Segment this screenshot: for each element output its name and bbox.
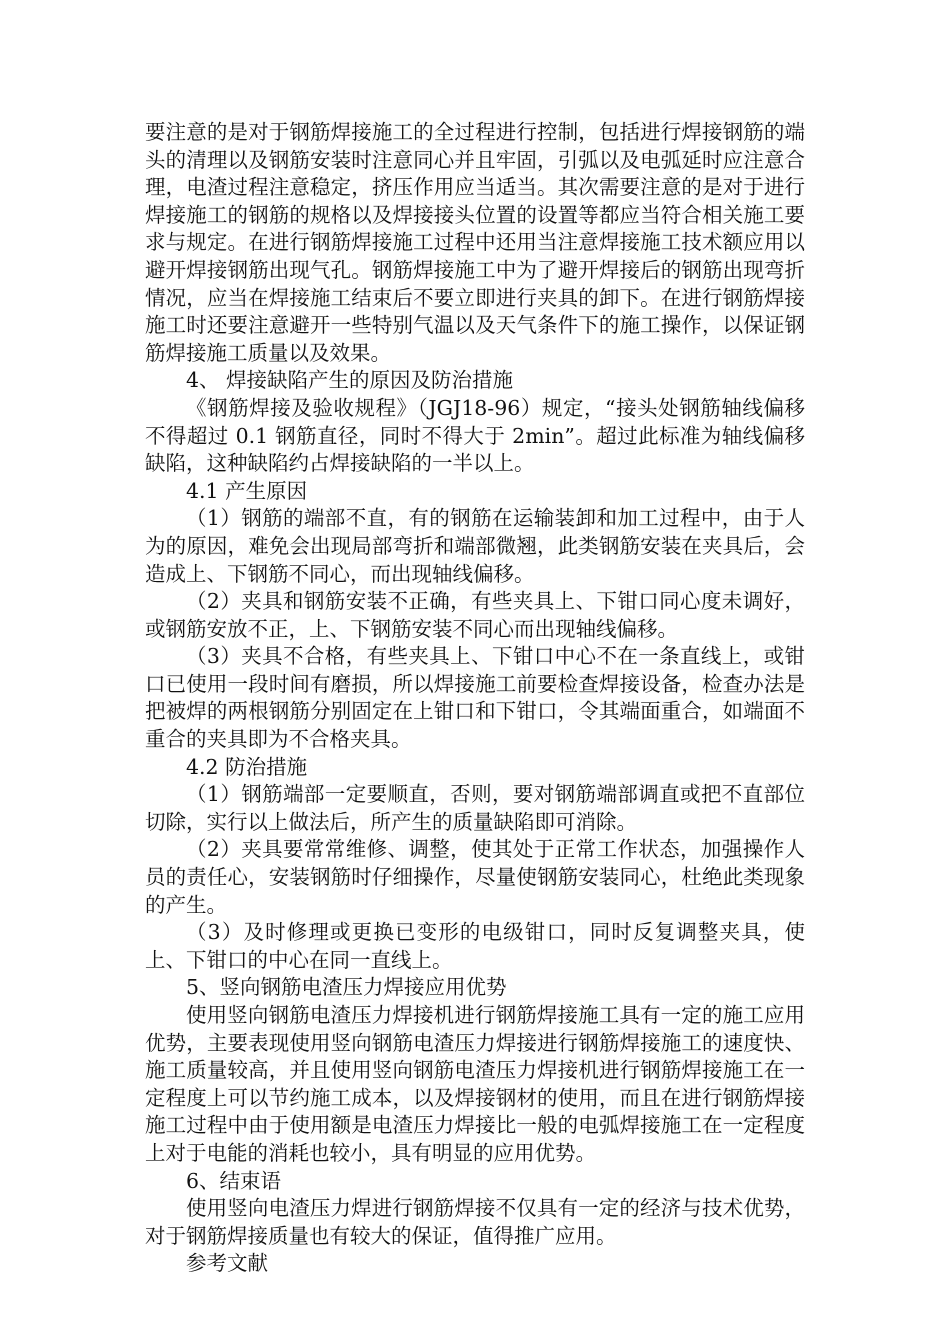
body-paragraph-6: 使用竖向电渣压力焊进行钢筋焊接不仅具有一定的经济与技术优势，对于钢筋焊接质量也有较大的保证，值得推广应用。 <box>145 1196 805 1248</box>
section-heading-5: 5、竖向钢筋电渣压力焊接应用优势 <box>186 975 507 1000</box>
body-paragraph-4-1-2: （2）夹具和钢筋安装不正确，有些夹具上、下钳口同心度未调好，或钢筋安放不正，上、下钢筋安装不同心而出现轴线偏移。 <box>145 589 805 641</box>
section-heading-4: 4、 焊接缺陷产生的原因及防治措施 <box>186 368 514 393</box>
body-paragraph-4-1-3: （3）夹具不合格，有些夹具上、下钳口中心不在一条直线上，或钳口已使用一段时间有磨损，所以焊接施工前要检查焊接设备，检查办法是把被焊的两根钢筋分别固定在上钳口和下钳口，令其端面重合，如端面不重合的夹具即为不合格夹具。 <box>145 644 805 752</box>
section-heading-4-2: 4.2 防治措施 <box>186 754 308 779</box>
body-paragraph-4-2-3: （3）及时修理或更换已变形的电级钳口，同时反复调整夹具，使上、下钳口的中心在同一直线上。 <box>145 920 805 972</box>
section-heading-6: 6、结束语 <box>186 1168 282 1193</box>
body-paragraph-4-1-1: （1）钢筋的端部不直，有的钢筋在运输装卸和加工过程中，由于人为的原因，难免会出现局部弯折和端部微翘，此类钢筋安装在夹具后，会造成上、下钢筋不同心，而出现轴线偏移。 <box>145 506 805 586</box>
body-paragraph-4-2-2: （2）夹具要常常维修、调整，使其处于正常工作状态，加强操作人员的责任心，安装钢筋时仔细操作，尽量使钢筋安装同心，杜绝此类现象的产生。 <box>145 837 805 917</box>
body-paragraph-4: 《钢筋焊接及验收规程》（JGJ18-96）规定，“接头处钢筋轴线偏移不得超过 0.1 钢筋直径，同时不得大于 2min”。超过此标准为轴线偏移缺陷，这种缺陷约占焊接缺陷的一半以上。 <box>145 395 805 476</box>
references-heading: 参考文献 <box>186 1251 268 1276</box>
document-body <box>145 119 805 1278</box>
section-heading-4-1: 4.1 产生原因 <box>186 478 308 503</box>
body-paragraph-4-2-1: （1）钢筋端部一定要顺直，否则，要对钢筋端部调直或把不直部位切除，实行以上做法后，所产生的质量缺陷即可消除。 <box>145 782 805 834</box>
body-paragraph-intro: 要注意的是对于钢筋焊接施工的全过程进行控制，包括进行焊接钢筋的端头的清理以及钢筋安装时注意同心并且牢固，引弧以及电弧延时应注意合理，电渣过程注意稳定，挤压作用应当适当。其次需要注意的是对于进行焊接施工的钢筋的规格以及焊接接头位置的设置等都应当符合相关施工要求与规定。在进行钢筋焊接施工过程中还用当注意焊接施工技术额应用以避开焊接钢筋出现气孔。钢筋焊接施工中为了避开焊接后的钢筋出现弯折情况，应当在焊接施工结束后不要立即进行夹具的卸下。在进行钢筋焊接施工时还要注意避开一些特别气温以及天气条件下的施工操作，以保证钢筋焊接施工质量以及效果。 <box>145 120 805 365</box>
body-paragraph-5: 使用竖向钢筋电渣压力焊接机进行钢筋焊接施工具有一定的施工应用优势，主要表现使用竖向钢筋电渣压力焊接进行钢筋焊接施工的速度快、施工质量较高，并且使用竖向钢筋电渣压力焊接机进行钢筋焊接施工在一定程度上可以节约施工成本，以及焊接钢材的使用，而且在进行钢筋焊接施工过程中由于使用额是电渣压力焊接比一般的电弧焊接施工在一定程度上对于电能的消耗也较小，具有明显的应用优势。 <box>145 1003 805 1165</box>
